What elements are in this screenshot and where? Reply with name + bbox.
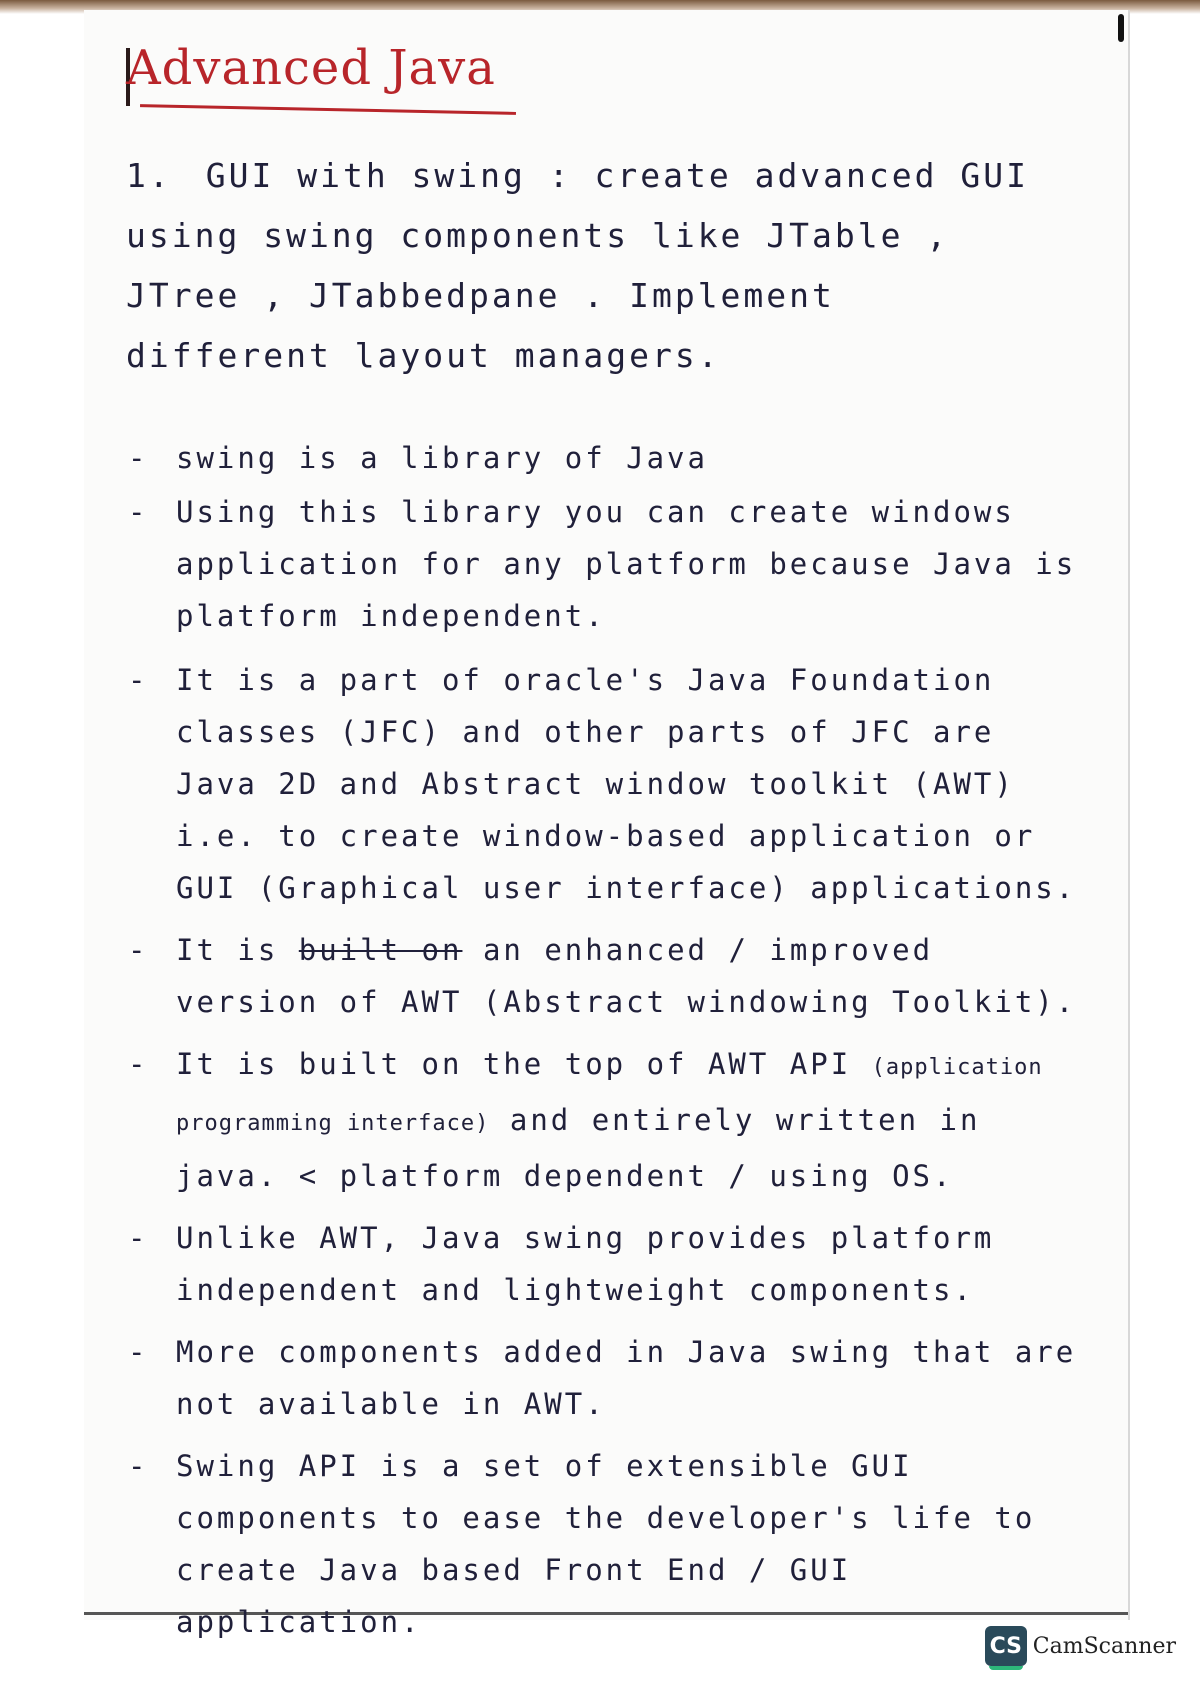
bullet-annotation: (application programming interface)	[176, 1055, 1043, 1136]
bullet-text-before: It is	[176, 933, 279, 967]
bullet-text: swing is a library of Java	[176, 441, 708, 475]
topic-number: 1.	[126, 156, 172, 195]
list-item	[126, 1326, 1086, 1430]
bullet-text: Unlike AWT, Java swing provides platform independent and lightweight components.	[176, 1221, 995, 1307]
list-item	[126, 1440, 1086, 1648]
bullet-dash: -	[128, 1221, 149, 1255]
bullet-text: Using this library you can create windows application for any platform because Java is platform independent.	[176, 495, 1077, 633]
bullet-dash: -	[128, 1047, 149, 1081]
list-item	[126, 654, 1086, 914]
topic-text: GUI with swing : create advanced GUI using swing components like JTable , JTree , JTabbedpane . Implement different layout managers.	[126, 156, 1029, 375]
camscanner-watermark	[985, 1624, 1176, 1668]
camscanner-logo-icon: CS	[985, 1626, 1027, 1666]
list-item	[126, 1038, 1086, 1202]
bullet-dash: -	[128, 441, 149, 475]
struck-text: built on	[298, 933, 463, 967]
bullet-text: It is a part of oracle's Java Foundation classes (JFC) and other parts of JFC are Java 2D and Abstract window toolkit (AWT) i.e. to create window-based application or GUI (Graphical user interface) applications.	[176, 663, 1077, 905]
bullet-dash: -	[128, 933, 149, 967]
bullet-text-after: and entirely written in java. < platform dependent / using OS.	[176, 1103, 981, 1193]
list-item	[126, 1212, 1086, 1316]
list-item	[126, 924, 1086, 1028]
bullet-text: It is built on the top of AWT API	[176, 1047, 852, 1081]
bullet-text: More components added in Java swing that are not available in AWT.	[176, 1335, 1077, 1421]
page-margin-mark	[1118, 14, 1124, 42]
bullet-dash: -	[128, 1449, 149, 1483]
bullet-text-after: an enhanced / improved version of AWT (Abstract windowing Toolkit).	[176, 933, 1077, 1019]
page-title: Advanced Java	[126, 40, 496, 96]
bullet-dash: -	[128, 1335, 149, 1369]
camscanner-label: CamScanner	[1032, 1633, 1176, 1659]
topic-heading	[126, 146, 1046, 386]
bullet-text: Swing API is a set of extensible GUI components to ease the developer's life to create Java based Front End / GUI application.	[176, 1449, 1036, 1639]
list-item	[126, 486, 1086, 642]
notes-list	[126, 432, 1086, 1658]
bullet-dash: -	[128, 663, 149, 697]
list-item	[126, 432, 1086, 484]
bullet-dash: -	[128, 495, 149, 529]
